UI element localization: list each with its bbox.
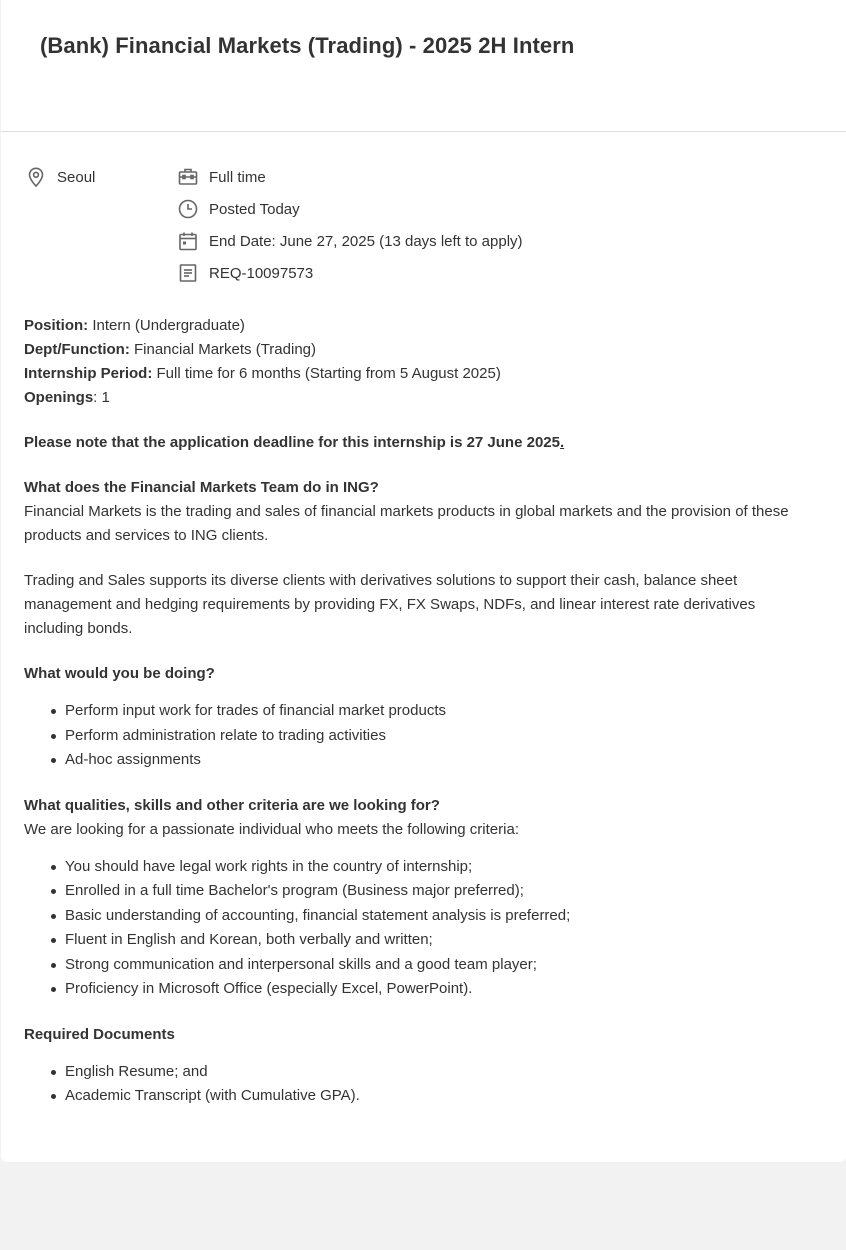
list-item: Fluent in English and Korean, both verbally and written; <box>24 928 814 953</box>
list-item: Basic understanding of accounting, financial statement analysis is preferred; <box>24 904 814 929</box>
job-header <box>1 0 846 132</box>
team-heading <box>24 476 814 500</box>
team-para-1: Financial Markets is the trading and sales of financial markets products in global markets and the provision of these products and services to ING clients. <box>24 503 789 544</box>
criteria-heading <box>24 794 814 818</box>
list-item: English Resume; and <box>24 1060 814 1085</box>
deadline-note <box>24 431 814 455</box>
meta-location <box>25 165 95 189</box>
period-value: Full time for 6 months (Starting from 5 August 2025) <box>152 365 501 382</box>
criteria-list <box>24 855 814 1002</box>
meta-time-type <box>177 165 266 189</box>
position-value: Intern (Undergraduate) <box>88 317 245 334</box>
list-item: Proficiency in Microsoft Office (especially Excel, PowerPoint). <box>24 977 814 1002</box>
position-line <box>24 314 814 338</box>
time-type-text: Full time <box>209 168 266 186</box>
doing-heading-text: What would you be doing? <box>24 665 215 682</box>
team-heading-text: What does the Financial Markets Team do in ING? <box>24 479 379 496</box>
openings-line <box>24 386 814 410</box>
posted-text: Posted Today <box>209 200 300 218</box>
period-label: Internship Period: <box>24 365 153 382</box>
meta-posted <box>177 197 300 221</box>
documents-list <box>24 1060 814 1109</box>
list-item: Academic Transcript (with Cumulative GPA). <box>24 1084 814 1109</box>
document-icon <box>177 262 199 284</box>
deadline-punct: . <box>559 434 565 451</box>
dept-line <box>24 338 814 362</box>
calendar-icon <box>177 230 199 252</box>
dept-value: Financial Markets (Trading) <box>129 341 316 358</box>
meta-req-id <box>177 261 313 285</box>
list-item: Perform input work for trades of financial market products <box>24 699 814 724</box>
job-meta <box>1 165 846 295</box>
deadline-text: Please note that the application deadline for this internship is 27 June 2025 <box>24 434 560 451</box>
location-text: Seoul <box>57 168 96 186</box>
criteria-intro: We are looking for a passionate individual who meets the following criteria: <box>24 820 519 838</box>
criteria-heading-text: What qualities, skills and other criteria are we looking for? <box>24 796 440 814</box>
list-item: Enrolled in a full time Bachelor's program (Business major preferred); <box>24 879 814 904</box>
job-posting-card <box>1 0 846 1162</box>
dept-label: Dept/Function: <box>24 341 130 358</box>
openings-value: : 1 <box>93 389 110 406</box>
team-para-2: Trading and Sales supports its diverse clients with derivatives solutions to support their cash, balance sheet management and hedging requirements by providing FX, FX Swaps, NDFs, and linear interest rate derivatives including bonds. <box>24 572 756 637</box>
briefcase-icon <box>177 166 199 188</box>
position-label: Position: <box>24 317 89 334</box>
list-item: Ad-hoc assignments <box>24 748 814 773</box>
list-item: Perform administration relate to trading activities <box>24 724 814 749</box>
period-line <box>24 362 814 386</box>
meta-end-date <box>177 229 523 253</box>
req-id-text: REQ-10097573 <box>209 264 314 282</box>
doing-list <box>24 699 814 773</box>
end-date-text: End Date: June 27, 2025 (13 days left to apply) <box>209 232 523 250</box>
job-title: (Bank) Financial Markets (Trading) - 2025 2H Intern <box>40 33 575 58</box>
doing-heading <box>24 662 814 686</box>
openings-label: Openings <box>24 389 94 406</box>
location-pin-icon <box>25 166 47 188</box>
list-item: You should have legal work rights in the country of internship; <box>24 855 814 880</box>
clock-icon <box>177 198 199 220</box>
job-description <box>24 314 814 1109</box>
documents-heading <box>24 1023 814 1047</box>
documents-heading-text: Required Documents <box>24 1025 175 1043</box>
list-item: Strong communication and interpersonal skills and a good team player; <box>24 953 814 978</box>
